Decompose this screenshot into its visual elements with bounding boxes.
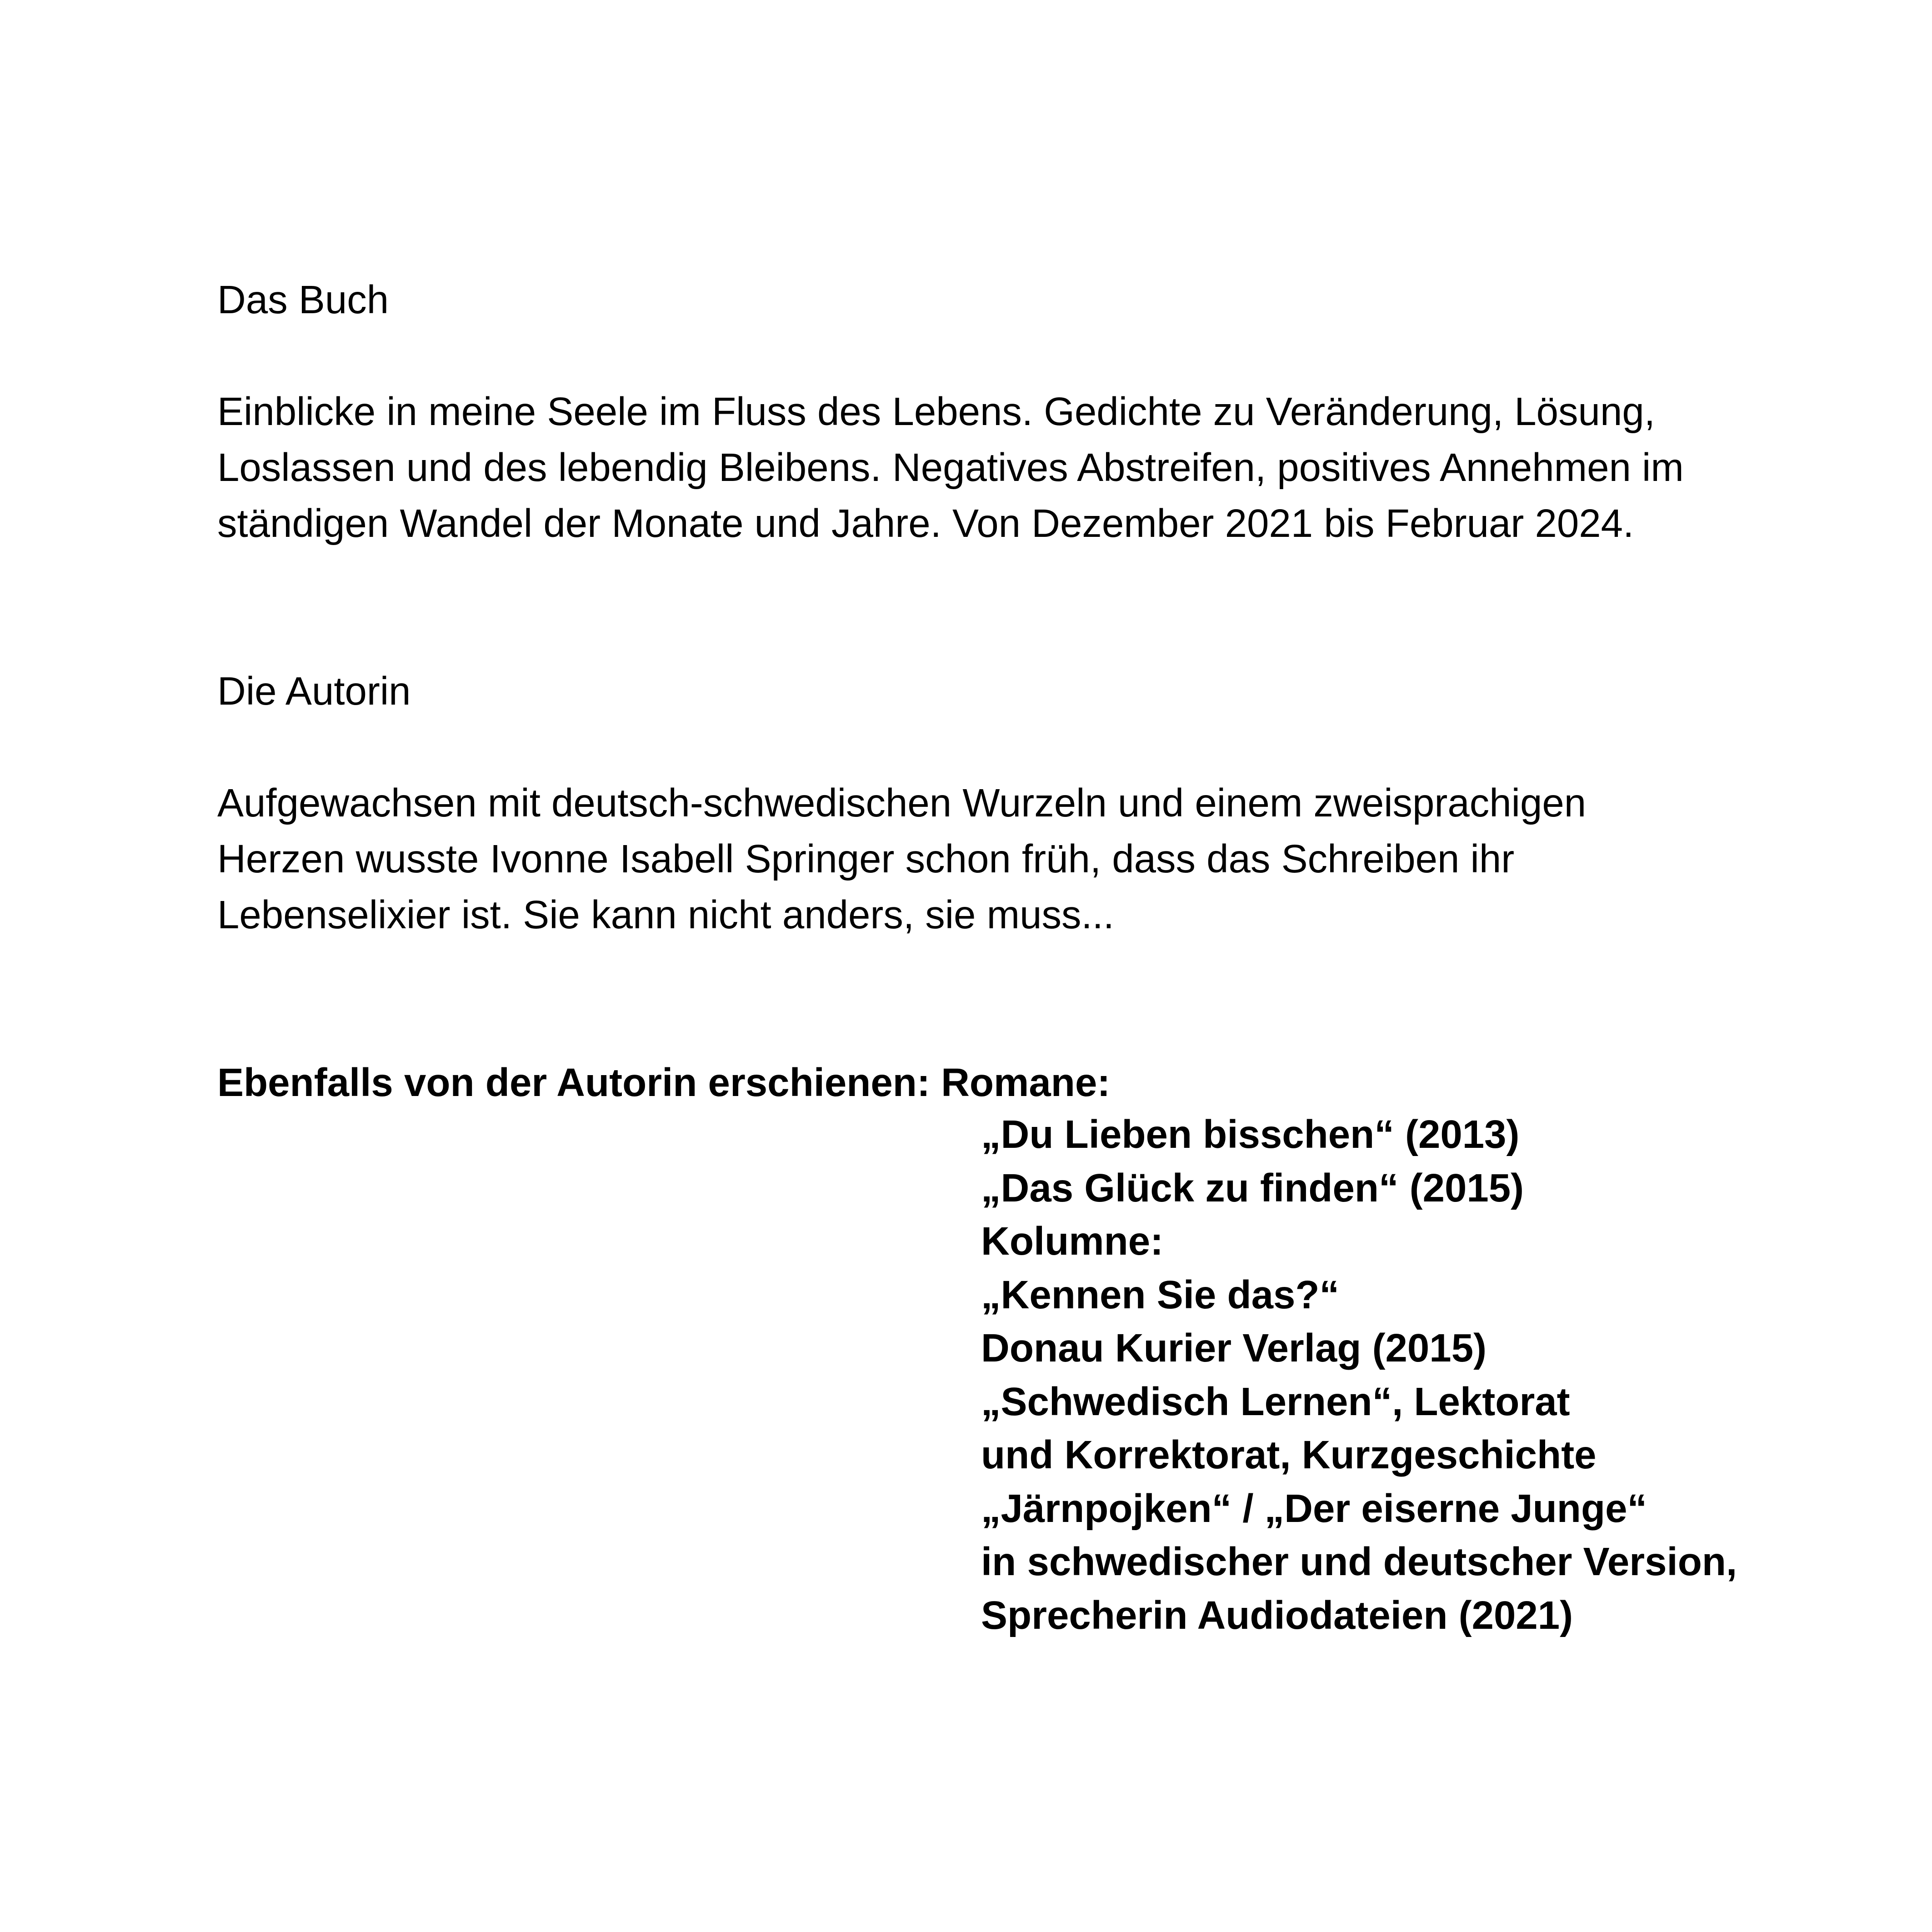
publications-list [981,1108,1737,1642]
book-description-line: Einblicke in meine Seele im Fluss des Lebens. Gedichte zu Veränderung, Lösung, [217,390,1655,434]
book-description-line: ständigen Wandel der Monate und Jahre. Von Dezember 2021 bis Februar 2024. [217,501,1634,546]
publication-item: Kolumne: [981,1219,1164,1263]
book-description [217,384,1684,551]
publication-item: „Järnpojken“ / „Der eiserne Junge“ [981,1486,1647,1531]
publications-heading: Ebenfalls von der Autorin erschienen: Romane: [217,1061,1111,1105]
author-bio-line: Aufgewachsen mit deutsch-schwedischen Wurzeln und einem zweisprachigen [217,781,1587,825]
publication-item: „Schwedisch Lernen“, Lektorat [981,1379,1570,1424]
publication-item: Sprecherin Audiodateien (2021) [981,1593,1573,1637]
author-bio-line: Herzen wusste Ivonne Isabell Springer schon früh, dass das Schreiben ihr [217,837,1515,881]
publication-item: „Das Glück zu finden“ (2015) [981,1166,1524,1210]
publication-item: in schwedischer und deutscher Version, [981,1540,1737,1584]
book-description-line: Loslassen und des lebendig Bleibens. Negatives Abstreifen, positives Annehmen im [217,445,1684,490]
publication-item: und Korrektorat, Kurzgeschichte [981,1433,1597,1477]
publication-item: „Du Lieben bisschen“ (2013) [981,1112,1520,1156]
publication-item: „Kennen Sie das?“ [981,1272,1340,1317]
book-heading: Das Buch [217,278,389,322]
author-bio-line: Lebenselixier ist. Sie kann nicht anders, sie muss... [217,893,1114,937]
author-heading: Die Autorin [217,669,411,713]
author-bio [217,775,1586,943]
publication-item: Donau Kurier Verlag (2015) [981,1326,1487,1370]
